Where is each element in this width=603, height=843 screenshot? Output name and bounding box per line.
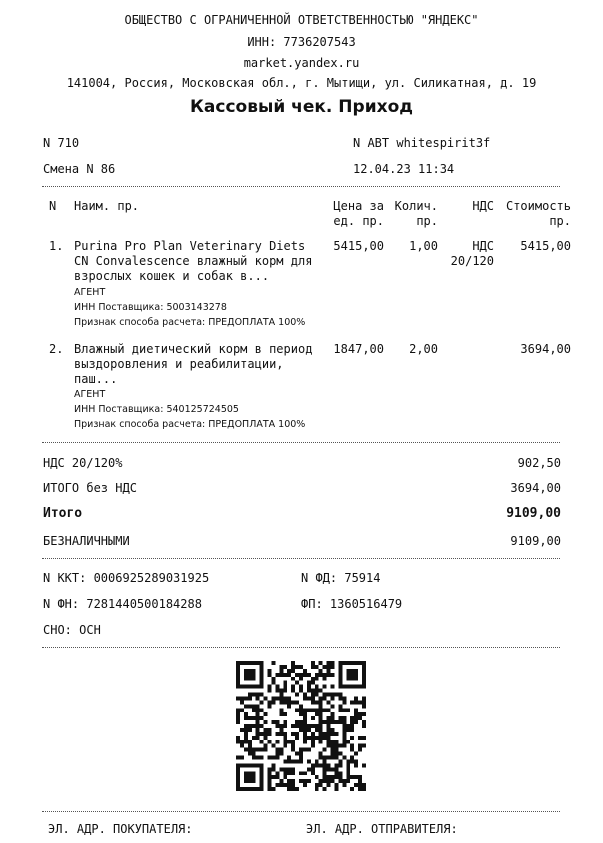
seller-address: 141004, Россия, Московская обл., г. Мытищи, ул. Силикатная, д. 19: [66, 76, 537, 90]
total-label: Итого: [43, 506, 83, 521]
item-supplier-inn: ИНН Поставщика: 5003143278: [74, 302, 227, 313]
kkt-number: N ККТ: 0006925289031925: [43, 571, 210, 585]
item-payment-type: Признак способа расчета: ПРЕДОПЛАТА 100%: [74, 317, 306, 328]
item-vat: НДС: [472, 239, 494, 253]
item-name-line: паш...: [74, 372, 118, 386]
col-cost-header-2: пр.: [549, 214, 571, 228]
item-price: 1847,00: [333, 342, 384, 356]
sender-email-label: ЭЛ. АДР. ОТПРАВИТЕЛЯ:: [306, 822, 458, 836]
vat-value: 902,50: [517, 456, 561, 470]
item-name-line: выздоровления и реабилитации,: [74, 357, 284, 371]
check-number: N 710: [43, 136, 80, 150]
col-vat-header: НДС: [472, 199, 494, 213]
divider: [42, 558, 560, 559]
no-vat-label: ИТОГО без НДС: [43, 481, 137, 495]
receipt-datetime: 12.04.23 11:34: [353, 162, 455, 176]
shift-number: Смена N 86: [43, 162, 116, 176]
item-agent: АГЕНТ: [74, 389, 106, 400]
col-name-header: Наим. пр.: [74, 199, 140, 213]
item-name-line: Purina Pro Plan Veterinary Diets: [74, 239, 306, 253]
item-name-line: CN Convalescence влажный корм для: [74, 254, 313, 268]
fd-number: N ФД: 75914: [301, 571, 381, 585]
fp-number: ФП: 1360516479: [301, 597, 403, 611]
qr-code: [236, 661, 366, 791]
vat-label: НДС 20/120%: [43, 456, 123, 470]
avt-number: N АВТ whitespirit3f: [353, 136, 491, 150]
item-price: 5415,00: [333, 239, 384, 253]
item-supplier-inn: ИНН Поставщика: 540125724505: [74, 404, 239, 415]
fn-number: N ФН: 7281440500184288: [43, 597, 202, 611]
col-n-header: N: [49, 199, 57, 213]
total-value: 9109,00: [506, 506, 561, 521]
seller-name: ОБЩЕСТВО С ОГРАНИЧЕННОЙ ОТВЕТСТВЕННОСТЬЮ "ЯНДЕКС": [124, 13, 479, 27]
item-vat-rate: 20/120: [450, 254, 494, 268]
item-number: 2.: [49, 342, 64, 356]
divider: [42, 186, 560, 187]
cashless-label: БЕЗНАЛИЧНЫМИ: [43, 534, 130, 548]
item-qty: 2,00: [409, 342, 438, 356]
item-agent: АГЕНТ: [74, 287, 106, 298]
item-cost: 3694,00: [520, 342, 571, 356]
col-price-header-1: Цена за: [333, 199, 384, 213]
no-vat-value: 3694,00: [510, 481, 561, 495]
item-name-line: взрослых кошек и собак в...: [74, 269, 270, 283]
col-price-header-2: ед. пр.: [333, 214, 384, 228]
cashless-value: 9109,00: [510, 534, 561, 548]
item-number: 1.: [49, 239, 64, 253]
divider: [42, 811, 560, 812]
item-qty: 1,00: [409, 239, 438, 253]
divider: [42, 442, 560, 443]
receipt-title: Кассовый чек. Приход: [190, 97, 413, 117]
buyer-email-label: ЭЛ. АДР. ПОКУПАТЕЛЯ:: [48, 822, 193, 836]
item-payment-type: Признак способа расчета: ПРЕДОПЛАТА 100%: [74, 419, 306, 430]
sno: СНО: ОСН: [43, 623, 101, 637]
item-cost: 5415,00: [520, 239, 571, 253]
item-name-line: Влажный диетический корм в период: [74, 342, 313, 356]
col-qty-header-1: Колич.: [394, 199, 438, 213]
seller-inn: ИНН: 7736207543: [247, 35, 356, 49]
col-cost-header-1: Стоимость: [505, 199, 571, 213]
col-qty-header-2: пр.: [416, 214, 438, 228]
divider: [42, 647, 560, 648]
seller-site: market.yandex.ru: [243, 56, 360, 70]
